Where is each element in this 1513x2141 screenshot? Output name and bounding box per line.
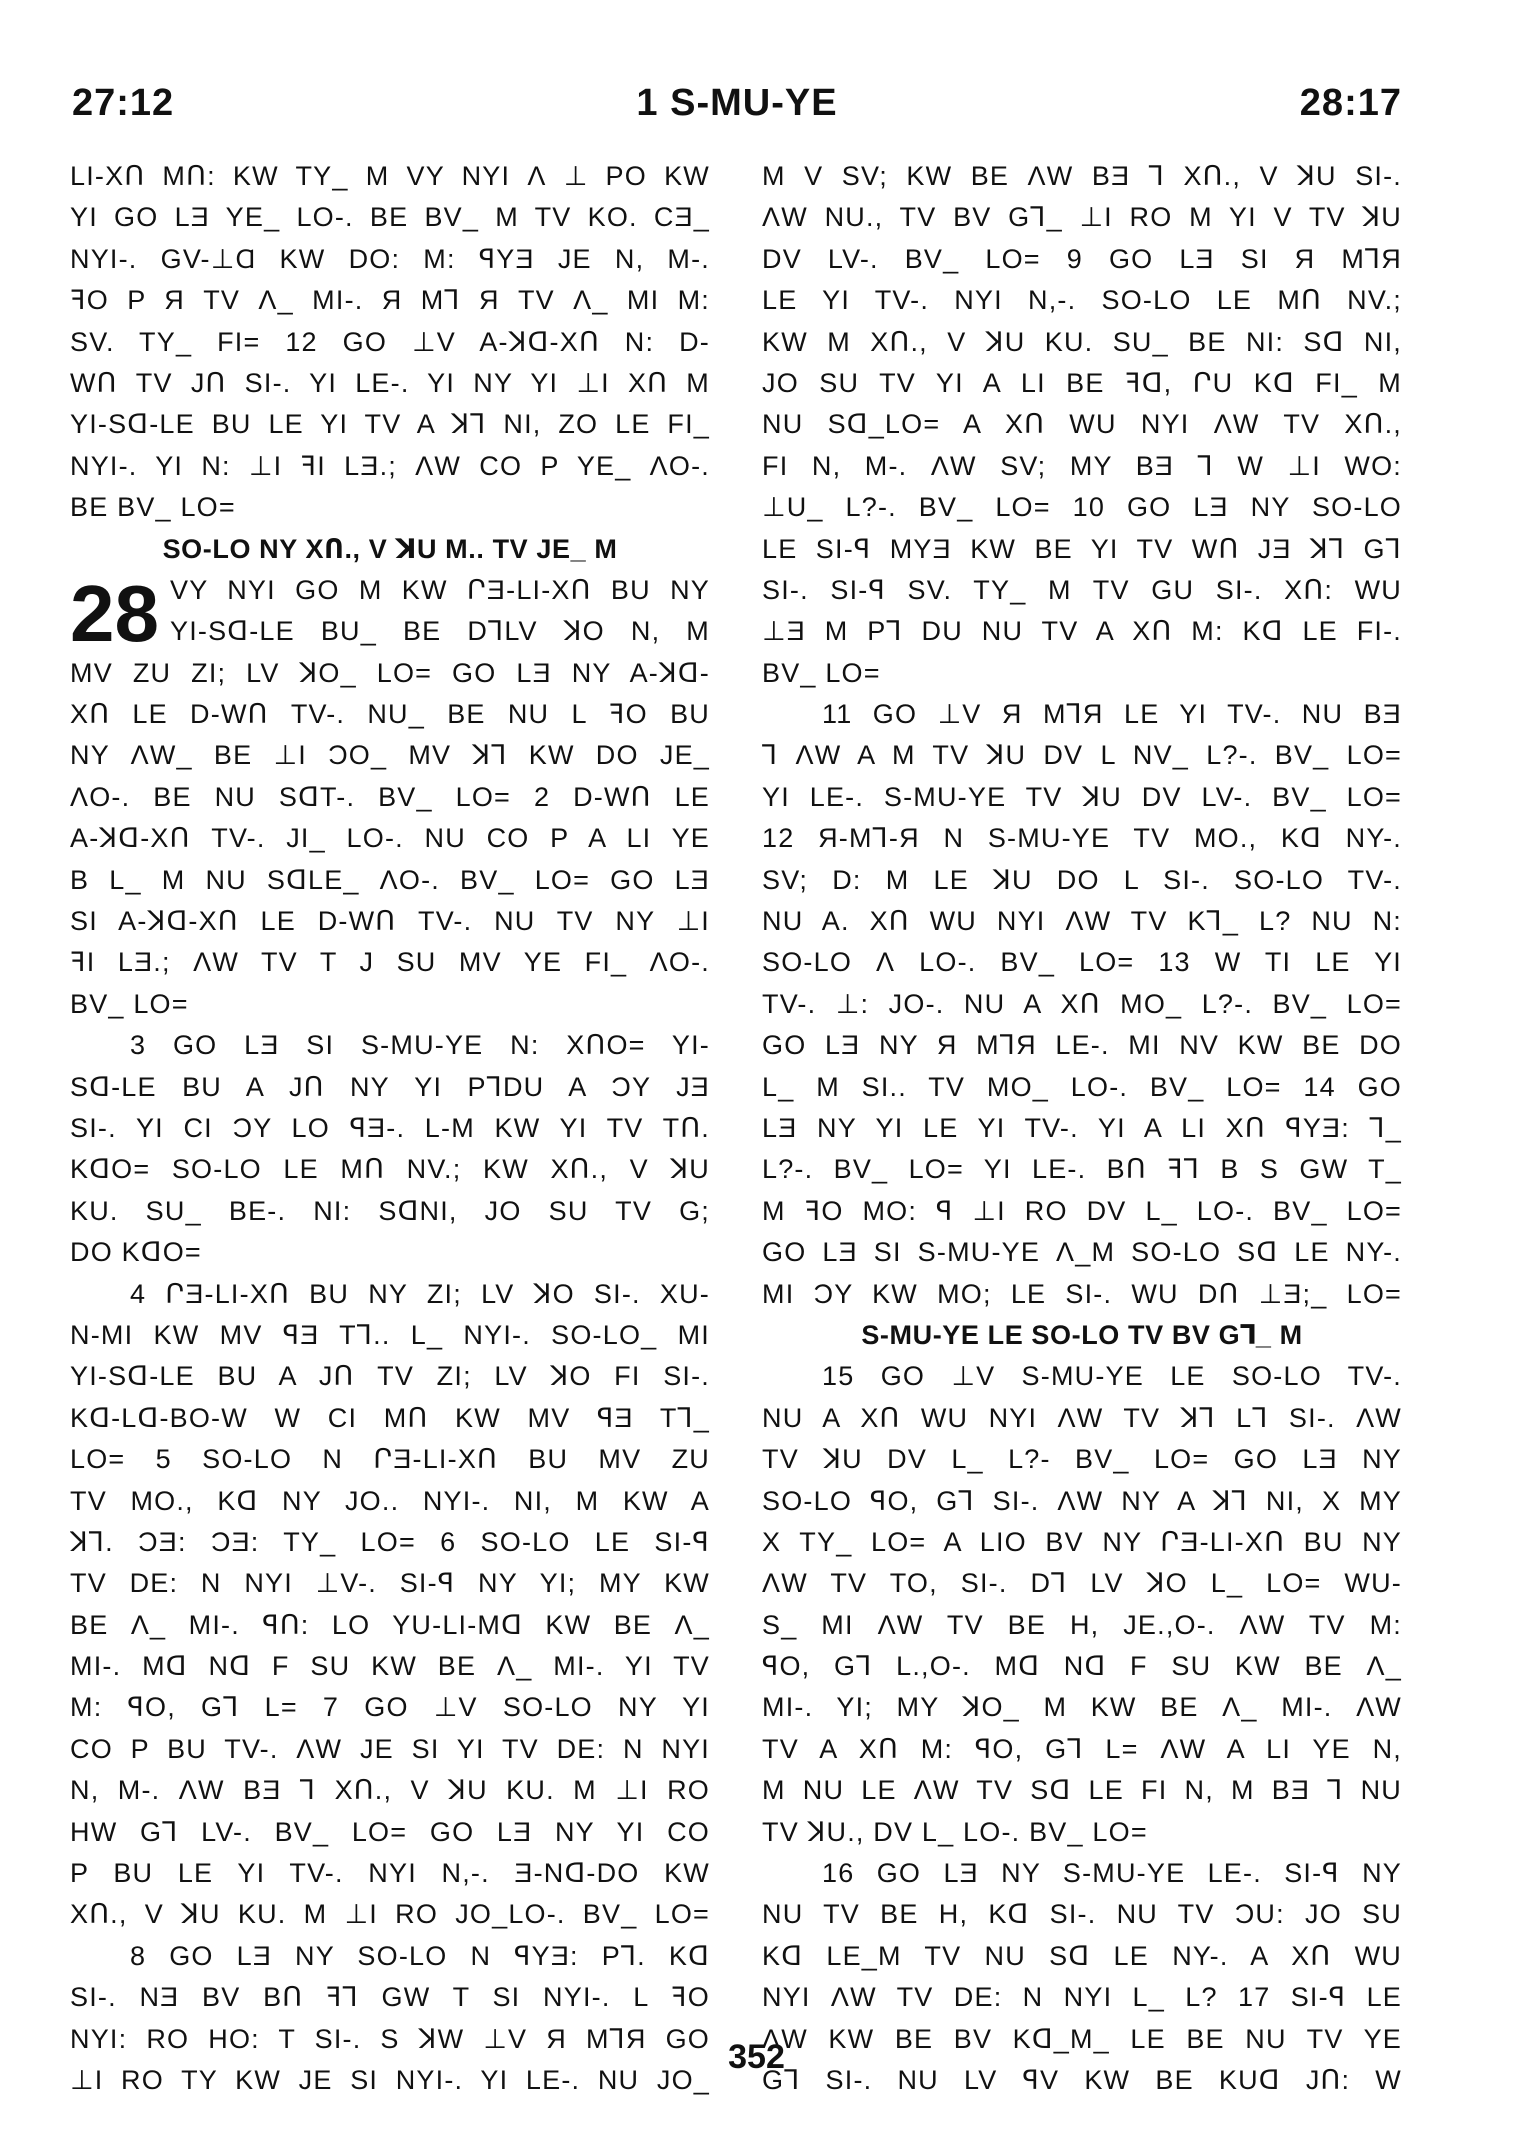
text-line: M NU LE ɅW TV Sꓷ LE FI N, M BƎ ꓶ NU: [762, 1775, 1402, 1806]
running-header: [72, 82, 1402, 132]
text-line: GO LƎ SI S-MU-YE Ʌ_M SO-LO Sꓷ LE NY-.: [762, 1237, 1402, 1268]
text-line: NYI ɅW TV DE: N NYI L_ L? 17 SI-ꟼ LE: [762, 1982, 1402, 2013]
text-line: TV DE: N NYI ⊥V-. SI-ꟼ NY YI; MY KW: [70, 1568, 710, 1599]
text-line: L_ M SI.. TV MO_ LO-. BV_ LO= 14 GO: [762, 1071, 1402, 1102]
text-line: MI-. Mꓷ Nꓷ F SU KW BE Ʌ_ MI-. YI TV: [70, 1651, 710, 1682]
text-line: KW M XՈ., V ꓘU KU. SU_ BE NI: Sꓷ NI,: [762, 326, 1402, 357]
right-text-column: [762, 156, 1402, 2101]
text-line: ɅW KW BE BV Kꓷ_M_ LE BE NU TV YE: [762, 2023, 1402, 2054]
text-line: M: ꟼO, Gꓶ L= 7 GO ⊥V SO-LO NY YI: [70, 1692, 710, 1723]
text-line: Kꓷ LE_M TV NU Sꓷ LE NY-. A XՈ WU: [762, 1940, 1402, 1971]
page-number: 352: [728, 2038, 785, 2076]
text-line: 12 Я-Mꓶ-Я N S-MU-YE TV MO., Kꓷ NY-.: [762, 823, 1402, 854]
text-line: BV_ LO=: [762, 657, 881, 688]
text-line: DO KꓷO=: [70, 1237, 202, 1268]
text-line: 4 ՐƎ-LI-XՈ BU NY ZI; LV ꓘO SI-. XU-: [130, 1278, 710, 1309]
header-book-title: 1 S-MU-YE: [636, 82, 838, 124]
text-line: LƎ NY YI LE YI TV-. YI A LI XՈ ꟼYƎ: ꓶ_: [762, 1112, 1402, 1143]
text-line: XՈ., V ꓘU KU. M ⊥I RO JO_LO-. BV_ LO=: [70, 1899, 710, 1930]
text-line: LE SI-ꟼ MYƎ KW BE YI TV WՈ JƎ ꓘꓶ Gꓶ: [762, 533, 1402, 564]
section-heading: SO-LO NY XՈ., V ꓘU M.. TV JE_ M: [162, 533, 618, 564]
text-line: Gꓶ SI-. NU LV ꟼV KW BE KUꓷ JՈ: W: [762, 2064, 1402, 2095]
text-line: NU TV BE H, Kꓷ SI-. NU TV ƆU: JO SU: [762, 1899, 1402, 1930]
text-line: WՈ TV JՈ SI-. YI LE-. YI NY YI ⊥I XՈ M: [70, 367, 710, 398]
text-line: SI A-ꓘꓷ-XՈ LE D-WՈ TV-. NU TV NY ⊥I: [70, 906, 710, 937]
text-line: B L_ M NU SꓷLE_ ɅO-. BV_ LO= GO LƎ: [70, 864, 710, 895]
text-line: YI-Sꓷ-LE BU LE YI TV A ꓘꓶ NI, ZO LE FI_: [70, 409, 710, 440]
text-line: NYI-. YI N: ⊥I ꟻI LƎ.; ɅW CO P YE_ ɅO-.: [70, 450, 710, 481]
text-line: SO-LO Ʌ LO-. BV_ LO= 13 W TI LE YI: [762, 947, 1402, 978]
chapter-number: 28: [70, 568, 159, 658]
text-line: 8 GO LƎ NY SO-LO N ꟼYƎ: Pꓶ. Kꓷ: [130, 1940, 710, 1971]
text-line: TV MO., Kꓷ NY JO.. NYI-. NI, M KW A: [70, 1485, 710, 1516]
text-line: M ꟻO MO: ꟼ ⊥I RO DV L_ LO-. BV_ LO=: [762, 1195, 1402, 1226]
text-line: FI N, M-. ɅW SV; MY BƎ ꓶ W ⊥I WO:: [762, 450, 1402, 481]
text-line: BE BV_ LO=: [70, 492, 236, 523]
text-line: DV LV-. BV_ LO= 9 GO LƎ SI Я MꓶЯ: [762, 243, 1402, 274]
text-line: MI ƆY KW MO; LE SI-. WU DՈ ⊥Ǝ;_ LO=: [762, 1278, 1402, 1309]
text-line: GO LƎ NY Я MꓶЯ LE-. MI NV KW BE DO: [762, 1030, 1402, 1061]
text-line: NU A XՈ WU NYI ɅW TV ꓘꓶ Lꓶ SI-. ɅW: [762, 1402, 1402, 1433]
text-line: S_ MI ɅW TV BE H, JE.,O-. ɅW TV M:: [762, 1609, 1402, 1640]
text-line: A-ꓘꓷ-XՈ TV-. JI_ LO-. NU CO P A LI YE: [70, 823, 710, 854]
header-left-reference: 27:12: [72, 82, 175, 124]
text-line: TV A XՈ M: ꟼO, Gꓶ L= ɅW A LI YE N,: [762, 1733, 1402, 1764]
text-line: M V SV; KW BE ɅW BƎ ꓶ XՈ., V ꓘU SI-.: [762, 161, 1402, 191]
text-line: N-MI KW MV ꟼƎ Tꓶ.. L_ NYI-. SO-LO_ MI: [70, 1319, 710, 1350]
chapter-opening: [70, 568, 710, 658]
text-line: CO P BU TV-. ɅW JE SI YI TV DE: N NYI: [70, 1733, 710, 1764]
text-line: Sꓷ-LE BU A JՈ NY YI PꓶDU A ƆY JƎ: [70, 1071, 710, 1102]
text-line: HW Gꓶ LV-. BV_ LO= GO LƎ NY YI CO: [70, 1816, 710, 1847]
text-line: NU Sꓷ_LO= A XՈ WU NYI ɅW TV XՈ.,: [762, 409, 1402, 440]
text-line: SO-LO ꟼO, Gꓶ SI-. ɅW NY A ꓘꓶ NI, X MY: [762, 1485, 1402, 1516]
text-line: 3 GO LƎ SI S-MU-YE N: XՈO= YI-: [130, 1030, 710, 1061]
text-line: N, M-. ɅW BƎ ꓶ XՈ., V ꓘU KU. M ⊥I RO: [70, 1775, 710, 1806]
text-line: YI-Sꓷ-LE BU_ BE DꓶLV ꓘO N, M: [170, 616, 710, 647]
text-line: ꟼO, Gꓶ L.,O-. Mꓷ Nꓷ F SU KW BE Ʌ_: [762, 1651, 1402, 1682]
text-line: MI-. YI; MY ꓘO_ M KW BE Ʌ_ MI-. ɅW: [762, 1692, 1402, 1723]
text-line: NY ɅW_ BE ⊥I ƆO_ MV ꓘꓶ KW DO JE_: [70, 740, 710, 771]
text-line: TV ꓘU DV L_ L?- BV_ LO= GO LƎ NY: [762, 1444, 1402, 1475]
text-line: ɅO-. BE NU SꓷT-. BV_ LO= 2 D-WՈ LE: [70, 781, 710, 812]
text-line: ⊥I RO TY KW JE SI NYI-. YI LE-. NU JO_: [70, 2064, 710, 2095]
text-line: 16 GO LƎ NY S-MU-YE LE-. SI-ꟼ NY: [822, 1858, 1402, 1889]
left-text-column: [70, 156, 710, 2101]
text-line: ꟻO P Я TV Ʌ_ MI-. Я Mꓶ Я TV Ʌ_ MI M:: [70, 285, 710, 316]
text-line: JO SU TV YI A LI BE ꟻꓷ, ՐU Kꓷ FI_ M: [762, 367, 1402, 398]
header-right-reference: 28:17: [1299, 82, 1402, 124]
text-line: TV ꓘU., DV L_ LO-. BV_ LO=: [762, 1816, 1148, 1847]
text-line: NYI-. GV-⊥Ɑ KW DO: M: ꟼYƎ JE N, M-.: [70, 243, 710, 274]
text-line: SV. TY_ FI= 12 GO ⊥V A-ꓘꓷ-XՈ N: D-: [70, 326, 710, 357]
text-line: YI LE-. S-MU-YE TV ꓘU DV LV-. BV_ LO=: [762, 781, 1402, 812]
text-line: NU A. XՈ WU NYI ɅW TV Kꓶ_ L? NU N:: [762, 906, 1402, 937]
text-line: 11 GO ⊥V Я MꓶЯ LE YI TV-. NU BƎ: [822, 699, 1402, 730]
text-line: ꓘꓶ. ƆƎ: ƆƎ: TY_ LO= 6 SO-LO LE SI-ꟼ: [70, 1526, 710, 1557]
text-line: BV_ LO=: [70, 988, 189, 1019]
text-line: YI-Sꓷ-LE BU A JՈ TV ZI; LV ꓘO FI SI-.: [70, 1361, 710, 1392]
text-line: SV; D: M LE ꓘU DO L SI-. SO-LO TV-.: [762, 864, 1402, 895]
text-line: KꓷO= SO-LO LE MՈ NV.; KW XՈ., V ꓘU: [70, 1154, 710, 1185]
text-line: ɅW NU., TV BV Gꓶ_ ⊥I RO M YI V TV ꓘU: [762, 202, 1402, 233]
text-line: 15 GO ⊥V S-MU-YE LE SO-LO TV-.: [822, 1361, 1402, 1392]
text-line: SI-. SI-ꟼ SV. TY_ M TV GU SI-. XՈ: WU: [762, 574, 1402, 605]
text-line: LO= 5 SO-LO N ՐƎ-LI-XՈ BU MV ZU: [70, 1444, 710, 1475]
text-line: BE Ʌ_ MI-. ꟼՈ: LO YU-LI-Mꓷ KW BE Ʌ_: [70, 1609, 710, 1640]
text-line: L?-. BV_ LO= YI LE-. BՈ ꟻꓶ B S GW T_: [762, 1154, 1402, 1185]
text-line: ⊥U_ L?-. BV_ LO= 10 GO LƎ NY SO-LO: [762, 492, 1402, 523]
text-line: LI-XՈ MՈ: KW TY_ M VY NYI Ʌ ⊥ PO KW: [70, 161, 710, 191]
text-line: ɅW TV TO, SI-. Dꓶ LV ꓘO L_ LO= WU-: [762, 1568, 1402, 1599]
text-line: Kꓷ-Lꓷ-BO-W W CI MՈ KW MV ꟼƎ Tꓶ_: [70, 1402, 710, 1433]
text-line: SI-. NƎ BV BՈ ꟻꓶ GW T SI NYI-. L ꟻO: [70, 1982, 710, 2013]
section-heading: S-MU-YE LE SO-LO TV BV Gꓶ_ M: [861, 1319, 1303, 1350]
text-line: TV-. ⊥: JO-. NU A XՈ MO_ L?-. BV_ LO=: [762, 988, 1402, 1019]
text-line: ꓶ ɅW A M TV ꓘU DV L NV_ L?-. BV_ LO=: [762, 740, 1402, 771]
text-line: ꟻI LƎ.; ɅW TV T J SU MV YE FI_ ɅO-.: [70, 947, 710, 978]
text-line: ⊥Ǝ M Pꓶ DU NU TV A XՈ M: Kꓷ LE FI-.: [762, 616, 1402, 647]
text-line: XՈ LE D-WՈ TV-. NU_ BE NU L ꟻO BU: [70, 699, 710, 730]
text-line: P BU LE YI TV-. NYI N,-. Ǝ-Nꓷ-DO KW: [70, 1858, 710, 1889]
text-line: VY NYI GO M KW ՐƎ-LI-XՈ BU NY: [170, 574, 710, 605]
text-line: LE YI TV-. NYI N,-. SO-LO LE MՈ NV.;: [762, 285, 1402, 316]
text-line: YI GO LƎ YE_ LO-. BE BV_ M TV KO. CƎ_: [70, 202, 710, 233]
text-line: SI-. YI CI ƆY LO ꟼƎ-. L-M KW YI TV TՈ.: [70, 1112, 710, 1143]
text-line: MV ZU ZI; LV ꓘO_ LO= GO LƎ NY A-ꓘꓷ-: [70, 657, 710, 688]
text-line: X TY_ LO= A LIO BV NY ՐƎ-LI-XՈ BU NY: [762, 1526, 1402, 1557]
text-line: NYI: RO HO: T SI-. S ꓘW ⊥V Я MꓶЯ GO: [70, 2023, 710, 2054]
text-line: KU. SU_ BE-. NI: SꓷNI, JO SU TV G;: [70, 1195, 710, 1226]
